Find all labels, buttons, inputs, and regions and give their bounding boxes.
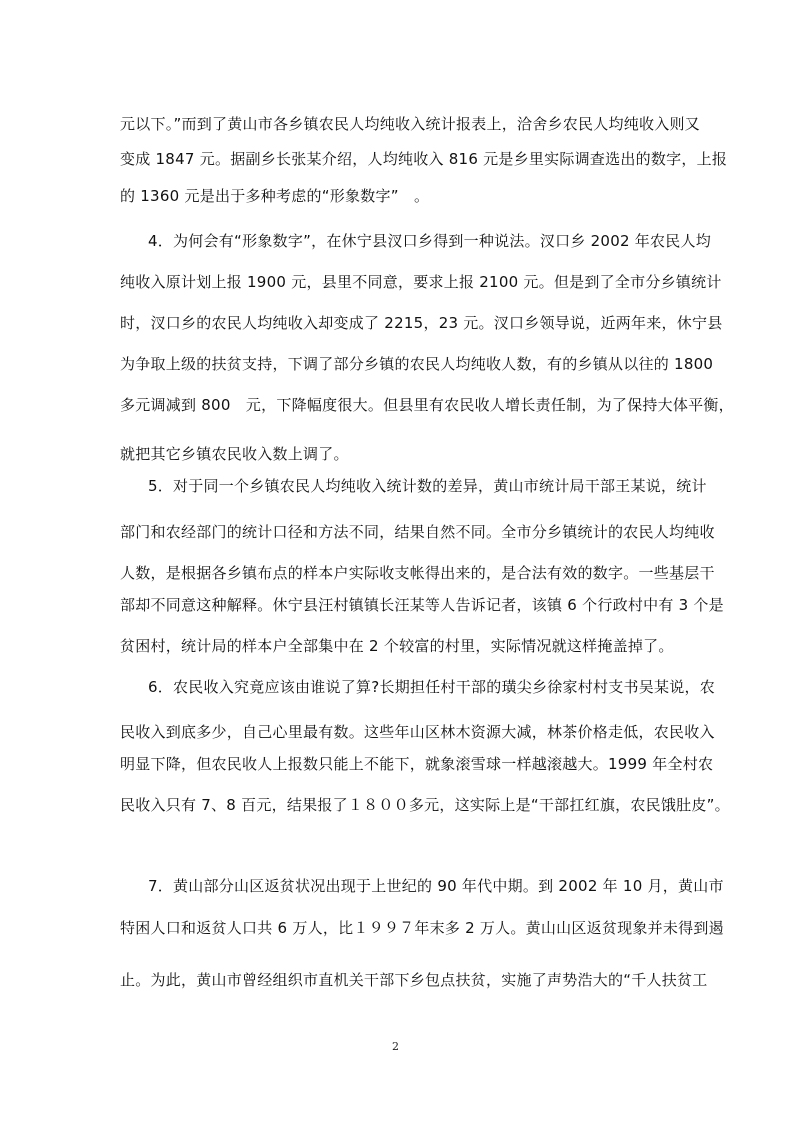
text-line: 6．农民收入究竟应该由谁说了算?长期担任村干部的璜尖乡徐家村村支书吴某说，农 bbox=[148, 678, 716, 696]
text-line: 贫困村，统计局的样本户全部集中在 2 个较富的村里，实际情况就这样掩盖掉了。 bbox=[120, 637, 674, 655]
text-line: 就把其它乡镇农民收入数上调了。 bbox=[120, 445, 349, 463]
text-line: 部却不同意这种解释。休宁县汪村镇镇长汪某等人告诉记者，该镇 6 个行政村中有 3 个是 bbox=[120, 596, 724, 614]
text-line: 纯收入原计划上报 1900 元，县里不同意，要求上报 2100 元。但是到了全市分乡镇统计 bbox=[120, 273, 722, 291]
text-line: 为争取上级的扶贫支持，下调了部分乡镇的农民人均纯收人数，有的乡镇从以往的 1800 bbox=[120, 355, 714, 373]
text-line: 特困人口和返贫人口共 6 万人，比１９９７年末多 2 万人。黄山山区返贫现象并未得到遏 bbox=[120, 919, 724, 937]
text-line: 民收入到底多少，自己心里最有数。这些年山区林木资源大减，林茶价格走低，农民收入 bbox=[120, 723, 715, 741]
text-line: 止。为此，黄山市曾经组织市直机关干部下乡包点扶贫，实施了声势浩大的“千人扶贫工 bbox=[120, 971, 708, 989]
text-line: 5．对于同一个乡镇农民人均纯收入统计数的差异，黄山市统计局干部王某说，统计 bbox=[148, 477, 707, 495]
text-line: 变成 1847 元。据副乡长张某介绍，人均纯收入 816 元是乡里实际调查选出的数字，上报 bbox=[120, 150, 728, 168]
text-line: 7．黄山部分山区返贫状况出现于上世纪的 90 年代中期。到 2002 年 10 月，黄山市 bbox=[148, 877, 724, 895]
text-line: 元以下。”而到了黄山市各乡镇农民人均纯收入统计报表上，洽舍乡农民人均纯收入则又 bbox=[120, 115, 701, 133]
text-line: 明显下降，但农民收人上报数只能上不能下，就象滚雪球一样越滚越大。1999 年全村农 bbox=[120, 755, 714, 773]
text-line: 的 1360 元是出于多种考虑的“形象数字” 。 bbox=[120, 187, 430, 205]
text-line: 多元调减到 800 元，下降幅度很大。但县里有农民收人增长责任制，为了保持大体平衡， bbox=[120, 396, 734, 414]
page-number: 2 bbox=[392, 1040, 399, 1053]
text-line: 时，汊口乡的农民人均纯收入却变成了 2215，23 元。汊口乡领导说，近两年来，休宁县 bbox=[120, 314, 723, 332]
text-line: 4．为何会有“形象数字”，在休宁县汊口乡得到一种说法。汊口乡 2002 年农民人均 bbox=[148, 232, 712, 250]
text-line: 部门和农经部门的统计口径和方法不同，结果自然不同。全市分乡镇统计的农民人均纯收 bbox=[120, 523, 715, 541]
text-line: 民收入只有 7、8 百元，结果报了１８００多元，这实际上是“干部扛红旗，农民饿肚皮”。 bbox=[120, 796, 730, 814]
text-line: 人数，是根据各乡镇布点的样本户实际收支帐得出来的，是合法有效的数字。一些基层干 bbox=[120, 564, 715, 582]
